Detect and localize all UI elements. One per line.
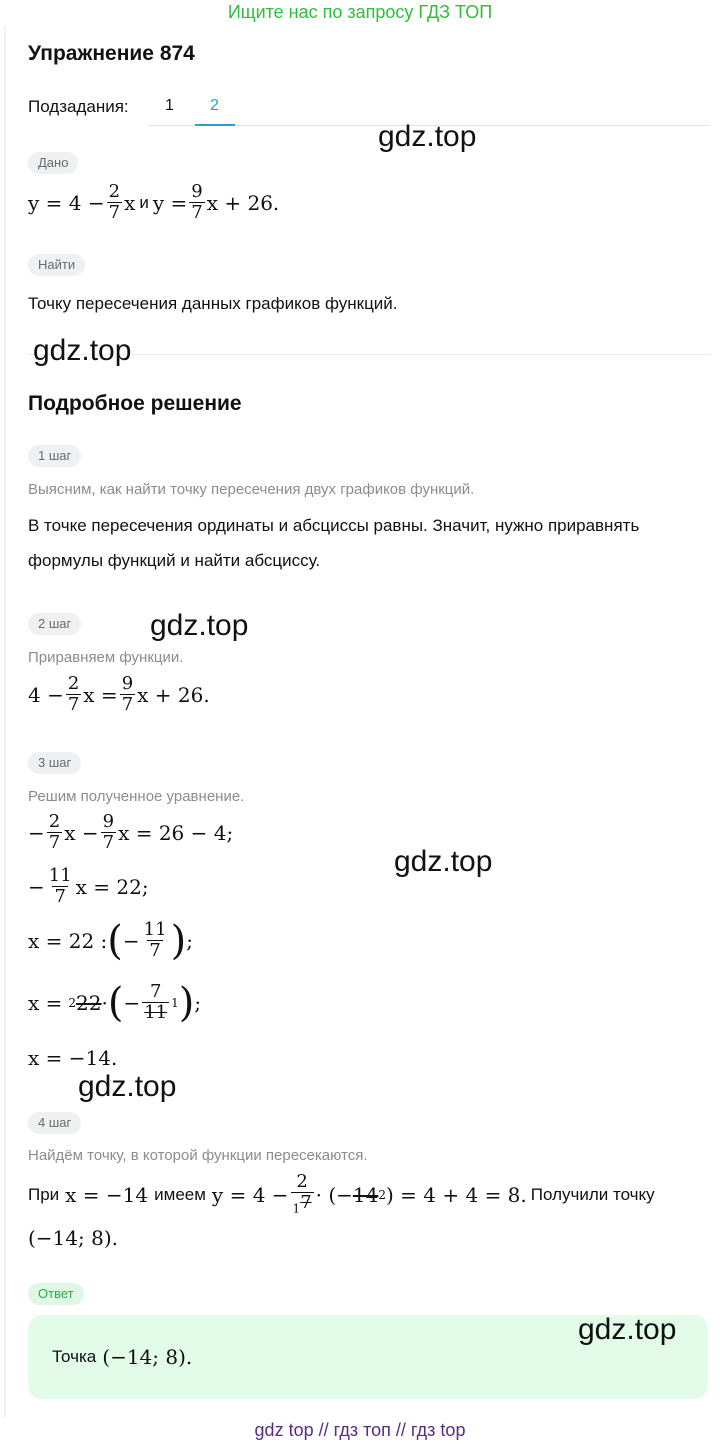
step-3-line-1 [28,812,233,853]
frac-den: 7 [48,832,61,853]
active-tab-indicator [195,124,235,126]
cancel-sub: 1 [292,1201,301,1216]
given-frac-1 [107,182,122,223]
frac-num: 2 [296,1171,308,1192]
tab-subtask-2[interactable]: 2 [210,97,219,114]
cancel-sup: 2 [378,1188,387,1203]
given-and-word: и [139,192,149,212]
given-eq-b-suffix: x + 26. [206,190,280,215]
step-3-badge: 3 шаг [28,752,81,774]
answer-text [52,1345,192,1369]
watermark-text: gdz.top [378,120,477,153]
step-1-badge: 1 шаг [28,445,81,467]
watermark-text: gdz.top [33,334,132,367]
text-part: При [28,1185,60,1205]
open-paren: ( [107,979,124,1026]
frac-den: 7 [67,694,80,715]
eq-part: · [101,990,108,1015]
given-eq-a-prefix: y = 4 − [28,190,105,215]
frac-den: 7 [54,886,66,907]
eq-part: − [123,990,141,1015]
close-paren: ) [170,917,187,964]
step-3-line-5: x = −14. [28,1046,118,1070]
given-equation [28,182,279,223]
frac-num: 9 [121,673,134,694]
fraction [101,812,116,853]
eq-part: 4 − [28,682,64,707]
step-4-line-1 [28,1172,655,1219]
given-badge: Дано [28,152,78,174]
step-3-line-4 [28,979,202,1026]
answer-point: (−14; 8). [102,1345,193,1369]
answer-badge: Ответ [28,1283,84,1305]
frac-num: 11 [48,865,72,886]
fraction [47,866,74,907]
step-1-text-line-2: формулы функций и найти абсциссу. [28,551,321,570]
eq-part: x = 26 − 4; [118,820,234,845]
step-4-line-2: (−14; 8). [28,1226,118,1250]
find-badge: Найти [28,254,85,276]
frac-den: 7 [102,832,115,853]
cancel-sub: 1 [171,995,179,1010]
step-2-hint: Приравняем функции. [28,649,184,666]
frac-den: 7 [149,940,161,961]
math-part: y = 4 − [211,1183,289,1208]
eq-part: − [122,928,140,953]
watermark-text: gdz.top [578,1313,677,1346]
frac-num: 7 [149,981,162,1002]
top-banner: Ищите нас по запросу ГДЗ ТОП [227,2,493,22]
page-title: Упражнение 874 [28,42,195,65]
tab-subtask-1[interactable]: 1 [165,97,174,114]
frac-num: 9 [102,811,115,832]
step-2-badge: 2 шаг [28,613,81,635]
given-eq-a-suffix: x [124,190,136,215]
eq-part: x − [64,820,99,845]
eq-part: x = [83,682,118,707]
footer-links[interactable]: gdz top // гдз топ // гдз top [254,1420,466,1440]
eq-part: ; [194,990,202,1015]
step-3-line-3 [28,917,193,964]
step-3-line-2 [28,866,149,907]
math-part: x = −14 [65,1183,149,1208]
frac-den: 11 [144,1002,168,1023]
eq-part: − [28,874,45,899]
step-2-equation [28,674,210,715]
find-text: Точку пересечения данных графиков функций. [28,294,398,313]
fraction [291,1172,314,1219]
step-4-badge: 4 шаг [28,1112,81,1134]
step-1-text-line-1: В точке пересечения ординаты и абсциссы равны. Значит, нужно приравнять [28,516,640,535]
open-paren: ( [107,917,123,964]
watermark-text: gdz.top [150,609,249,642]
frac-den: 7 [191,202,203,223]
math-part: · (− [315,1183,353,1208]
frac-den: 7 [108,202,121,223]
eq-part: x = 22 : [28,928,108,953]
step-3-hint: Решим полученное уравнение. [28,788,245,805]
solution-title: Подробное решение [28,392,242,415]
math-part: ) = 4 + 4 = 8. [386,1183,527,1208]
watermark-text: gdz.top [394,845,493,878]
frac-num: 9 [191,181,203,202]
text-part: имеем [154,1185,206,1205]
answer-word: Точка [52,1347,97,1366]
eq-part: ; [186,928,193,953]
frac-num: 2 [67,673,80,694]
step-4-hint: Найдём точку, в которой функции пересекаются. [28,1147,368,1164]
frac-den: 7 [121,694,134,715]
text-part: Получили точку [530,1185,655,1205]
fraction [47,812,62,853]
fraction [142,920,169,961]
cancelled-den: 7 [300,1192,312,1213]
cancelled-number: 22 [76,990,102,1015]
eq-part: x = 22; [75,874,149,899]
frac-num: 11 [143,919,167,940]
cancelled-number: 14 [352,1183,379,1208]
watermark-text: gdz.top [78,1070,177,1103]
given-eq-b-prefix: y = [152,190,188,215]
subtasks-label: Подзадания: [28,97,129,116]
frac-den [291,1192,314,1219]
frac-num: 2 [108,181,121,202]
fraction [142,982,169,1023]
frac-num: 2 [48,811,61,832]
given-frac-2 [189,182,204,223]
step-2-frac-1 [66,674,81,715]
eq-part: x + 26. [137,682,210,707]
cancel-sup: 2 [68,995,77,1010]
step-1-hint: Выясним, как найти точку пересечения двух графиков функций. [28,481,475,498]
close-paren: ) [178,979,195,1026]
eq-part: − [28,820,45,845]
step-2-frac-2 [120,674,135,715]
eq-part: x = [28,990,63,1015]
